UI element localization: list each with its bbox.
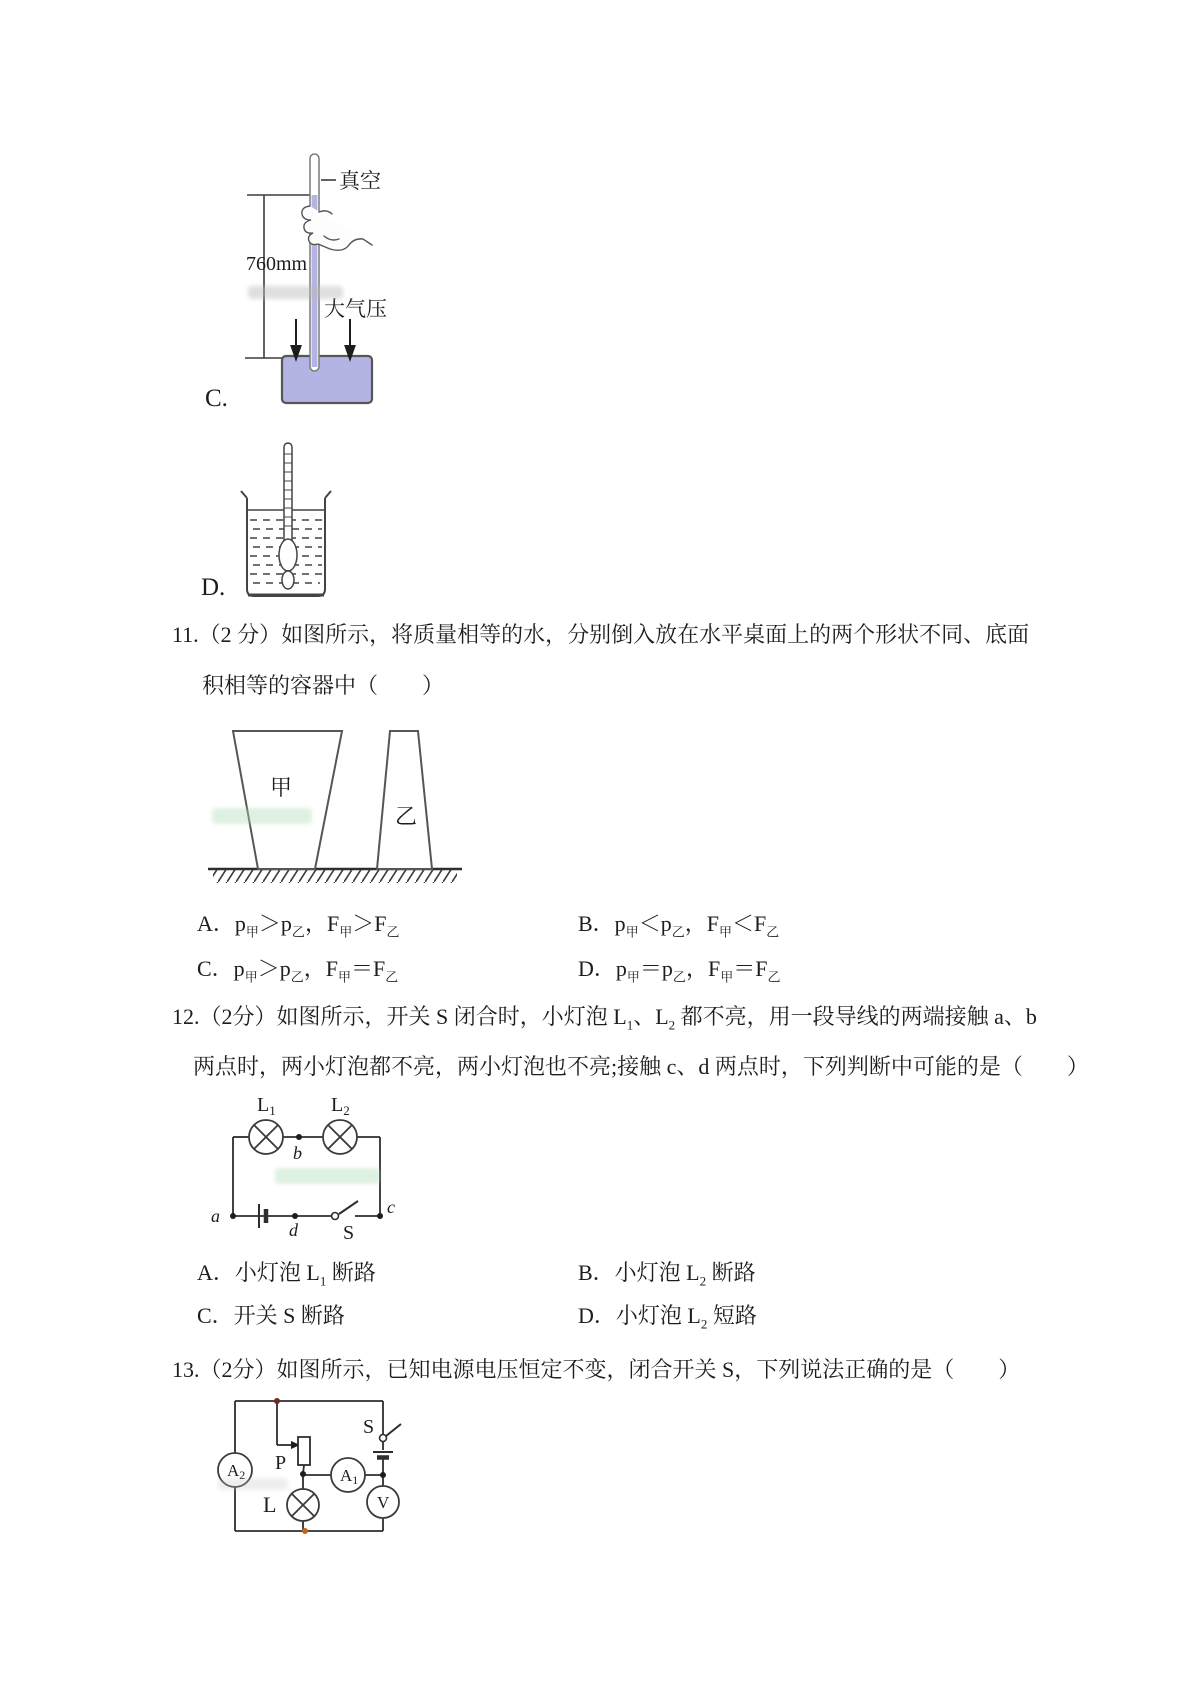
container-jia-label: 甲 — [270, 775, 293, 800]
q11-option-b: B．$p_甲<p_乙$，$F_甲<F_乙$ — [578, 911, 780, 940]
meter-circuit-figure — [205, 1395, 435, 1545]
point-a-label: a — [211, 1206, 220, 1226]
option-d-label: D. — [201, 574, 226, 601]
q11-option-c: C．$p_甲>p_乙$，$F_甲=F_乙$ — [197, 956, 399, 985]
mercury-vessel — [282, 356, 372, 403]
hydrometer — [279, 443, 297, 589]
q12-option-a: A．小灯泡 $L_1$ 断路 — [197, 1260, 376, 1289]
ammeter-a2-label: A2 — [227, 1461, 246, 1482]
ground-hatching — [213, 869, 457, 883]
option-c-label: C. — [205, 385, 228, 412]
lamp-l2-icon — [323, 1120, 357, 1154]
dimension-lines — [245, 195, 310, 358]
height-label: 760mm — [246, 253, 308, 275]
ammeter-a1-label: A1 — [340, 1466, 359, 1487]
container-yi — [377, 731, 432, 869]
q12-option-d: D．小灯泡 $L_2$ 短路 — [578, 1303, 757, 1332]
q11-option-d: D．$p_甲=p_乙$，$F_甲=F_乙$ — [578, 956, 781, 985]
q11-text-line1: 11.（2 分）如图所示，将质量相等的水，分别倒入放在水平桌面上的两个形状不同、底面 — [172, 622, 1030, 647]
q12-option-c: C．开关 S 断路 — [197, 1303, 345, 1328]
point-d-label: d — [289, 1220, 298, 1240]
barometer-tube — [310, 154, 319, 371]
q11-option-a: A．$p_甲>p_乙$，$F_甲>F_乙$ — [197, 911, 400, 940]
battery-symbol — [373, 1452, 393, 1458]
container-yi-label: 乙 — [395, 804, 418, 829]
lamp-l1-label: $L_1$ — [257, 1094, 276, 1118]
lamp-l-label: L — [263, 1492, 277, 1517]
point-b-label: b — [293, 1143, 302, 1163]
q12-text-line1: 12.（2分）如图所示，开关 S 闭合时，小灯泡 $L_1$、$L_2$ 都不亮，用一段导线的两端接触 a、b — [172, 1004, 1037, 1033]
voltmeter-label: V — [377, 1493, 390, 1512]
switch-s-label: S — [363, 1416, 375, 1438]
containers-figure — [200, 714, 470, 889]
switch-s-label: S — [343, 1222, 355, 1244]
q11-text-line2: 积相等的容器中（ ） — [202, 673, 445, 698]
lamp-l2-label: $L_2$ — [331, 1094, 350, 1118]
series-circuit-figure — [205, 1093, 405, 1248]
hand-icon — [302, 206, 372, 250]
point-c-label: c — [387, 1197, 395, 1217]
lamp-l1-icon — [249, 1120, 283, 1154]
q12-option-b: B．小灯泡 $L_2$ 断路 — [578, 1260, 756, 1289]
rheostat-symbol — [298, 1437, 310, 1465]
lamp-l-icon — [287, 1489, 319, 1521]
q13-text-line1: 13.（2分）如图所示，已知电源电压恒定不变，闭合开关 S，下列说法正确的是（ ） — [172, 1357, 1021, 1382]
pressure-label: 大气压 — [324, 297, 387, 321]
switch-symbol — [332, 1201, 359, 1220]
vacuum-label: 真空 — [339, 169, 381, 193]
barometer-figure — [240, 138, 410, 408]
q12-text-line2: 两点时，两小灯泡都不亮，两小灯泡也不亮;接触 c、d 两点时，下列判断中可能的是（ ） — [193, 1054, 1089, 1079]
pressure-arrows — [292, 319, 355, 359]
slider-p-label: P — [275, 1452, 287, 1474]
container-jia — [233, 731, 342, 869]
